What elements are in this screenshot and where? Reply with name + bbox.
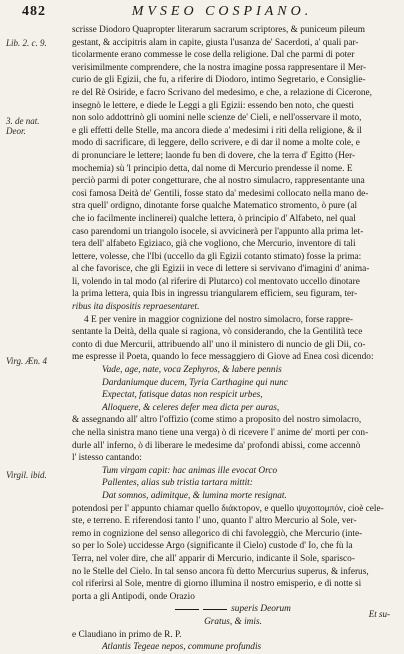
text-line: no le Stelle del Cielo. In tal senso ancora fù detto Mercurius superus, & inferus, <box>72 566 369 577</box>
text-line: lettere, volesse, che l'Ibi (uccello da gli Egizii cotanto stimato) fosse la prima: <box>72 251 362 262</box>
text-line: scrisse Diodoro Quapropter literarum sacrarum scriptores, & puniceum pileum <box>72 25 366 35</box>
text-line: porta a gli Antipodi, onde Orazio <box>72 591 195 602</box>
text-line: che nella sinistra mano tiene una verga) ò di ricevere l' anime de' morti per con- <box>72 428 369 438</box>
text-line: ribus ita dispositis repraesentaret. <box>72 302 200 313</box>
text-line: che io facilmente inclinerei) qualche lettera, ò principio d' Alfabeto, nel qual <box>72 213 356 224</box>
text-line: so per lo Sole) uccidesse Argo (significante il Cielo) custode d' Io, che fù la <box>72 541 353 552</box>
dash-rule <box>203 609 227 610</box>
verse-line: Atlantis Tegeae nepos, commune profundis <box>102 642 262 653</box>
text-line: così famosa Deità de' Gentili, fosse stato da' medesimi collocato nella mano de- <box>72 188 369 199</box>
text-line: 4 E per venire in maggior cognizione del nostro simolacro, forse rappre- <box>84 314 354 325</box>
text-line: stra quell' ordigno, dinotante forse qualche Matematico stromento, ò pure (al <box>72 201 358 212</box>
page-number: 482 <box>22 4 46 19</box>
body-text <box>72 24 394 654</box>
text-line: col riferirsi al Sole, mentre di giorno illumina il nostro emisperio, e di notte si <box>72 579 362 590</box>
catchword: Et su- <box>368 609 390 619</box>
text-line: al che favorisce, che gli Egizii in vece di lettere si servivano d'imagini d' anima- <box>72 264 370 275</box>
page-header <box>22 4 394 26</box>
text-line: insegnò le lettere, e diede le Leggi a gli Egizii: essendo ben noto, che questi <box>72 100 354 111</box>
text-line: remo in cognizione del senso allegorico di chi favoleggiò, che Mercurio (inte- <box>72 528 363 539</box>
text-line: non solo addottrinò gli uomini nelle scienze de' Cieli, e nell'osservare il moto, <box>72 113 362 124</box>
verse-line <box>72 603 394 616</box>
text-line: la prima lettera, quia Ibis in ingressu triangularem efficiem, seu figuram, ter- <box>72 289 358 300</box>
verse-line: Expectat, fatisque datas non respicit urbes, <box>102 390 263 401</box>
text-line: sentante la Deità, della quale si ragiona, vò considerando, che la Gentilità tece <box>72 327 363 338</box>
text-line: conto di due Mercurii, attribuendo all' uno il ministero di nuncio de gli Dii, co- <box>72 339 366 350</box>
text-line: & assegnando all' altro l'offizio (come stimo a proposito del nostro simolacro, <box>72 415 362 426</box>
margin-note-de-nat: 3. de nat. Deor. <box>6 116 40 136</box>
text-line: ticolarmente erano commesse le cose della religione. Dal che parmi di poter <box>72 50 355 61</box>
text-line: tera dell' alfabeto Egiziaco, già che vogliono, che Mercurio, inventore di tali <box>72 239 356 250</box>
text-line: ste, e terreno. E riferendosi tanto l' uno, quanto l' altro Mercurio al Sole, ver- <box>72 516 357 527</box>
verse-line: Gratus, & imis. <box>204 616 262 627</box>
running-title: MVSEO COSPIANO. <box>131 4 313 19</box>
text-line: perciò parmi di poter congetturare, che al nostro simulacro, rappresentante una <box>72 176 365 187</box>
margin-note-lib: Lib. 2. c. 9. <box>6 38 47 48</box>
text-line: durle all' inferno, ò di liberare le medesime da' profondi abissi, come accennò <box>72 440 361 451</box>
text-line: potendosi per l' appunto chiamar quello διάκτορον, e quello ψυχοπομπόν, cioè cele- <box>72 503 384 514</box>
margin-note-virgil-ibid: Virgil. ibid. <box>6 470 47 480</box>
text-line: Terra, nel voler dire, che all' apparir di Mercurio, indicante il Sole, sparisco- <box>72 553 355 564</box>
text-line: gestant, & accipitris alam in capite, giusta l'usanza de' Sacerdoti, a' quali par- <box>72 37 359 48</box>
text-line: e Claudiano in primo de R. P. <box>72 629 182 640</box>
text-line: di pronunciare le lettere; laonde fu ben di dovere, che la terra d' Egitto (Her- <box>72 150 356 161</box>
text-line: me espresse il Poeta, quando lo fece messaggiero di Giove ad Enea così dicendo: <box>72 352 374 363</box>
verse-line: Alloquere, & celeres defer mea dicta per auras, <box>102 402 280 413</box>
margin-note-virg-aen: Virg. Æn. 4 <box>6 356 48 366</box>
text-line: mochemia) sù 'l principio detta, dal nome di Mercurio prendesse il nome. E <box>72 163 353 174</box>
verse-line: Dardaniumque ducem, Tyria Carthagine qui nunc <box>102 377 288 388</box>
text-line: li, volendo in tal modo (al riferire di Plutarco) col mentovato uccello dinotare <box>72 276 360 287</box>
text-line: caso parendomi un triangolo isocele, si avvicinerà per l'appunto alla prima let- <box>72 226 364 237</box>
text-line: re del Rè Osiride, e facro Scrivano del medesimo, e che, a relazione di Cicerone, <box>72 87 372 98</box>
text-line: modo di sacrificare, di leggere, dello scrivere, e di dar il nome a molte cole, e <box>72 138 360 149</box>
text-line: verisimilmente comprendere, che la nostra imagine possa rappresentare il Mer- <box>72 62 367 73</box>
text-line: curio de gli Egizii, che fu, a riferire di Diodoro, intimo Segretario, e Consiglie- <box>72 75 366 86</box>
verse-line: Tum virgam capit: hac animas ille evocat Orco <box>102 465 278 476</box>
dash-rule <box>175 609 199 610</box>
verse-line: Vade, age, nate, voca Zephyros, & labere pennis <box>102 365 282 376</box>
text-line: l' istesso cantando: <box>72 453 142 464</box>
verse-line: Pallentes, alias sub tristia tartara mittit: <box>102 478 253 489</box>
text-line: e gli effetti delle Stelle, ma ancora diede a' medesimi i riti della religione, & il <box>72 125 362 136</box>
verse-line: Dat somnos, adimitque, & lumina morte resignat. <box>102 490 287 501</box>
verse-text: superis Deorum <box>231 604 291 615</box>
